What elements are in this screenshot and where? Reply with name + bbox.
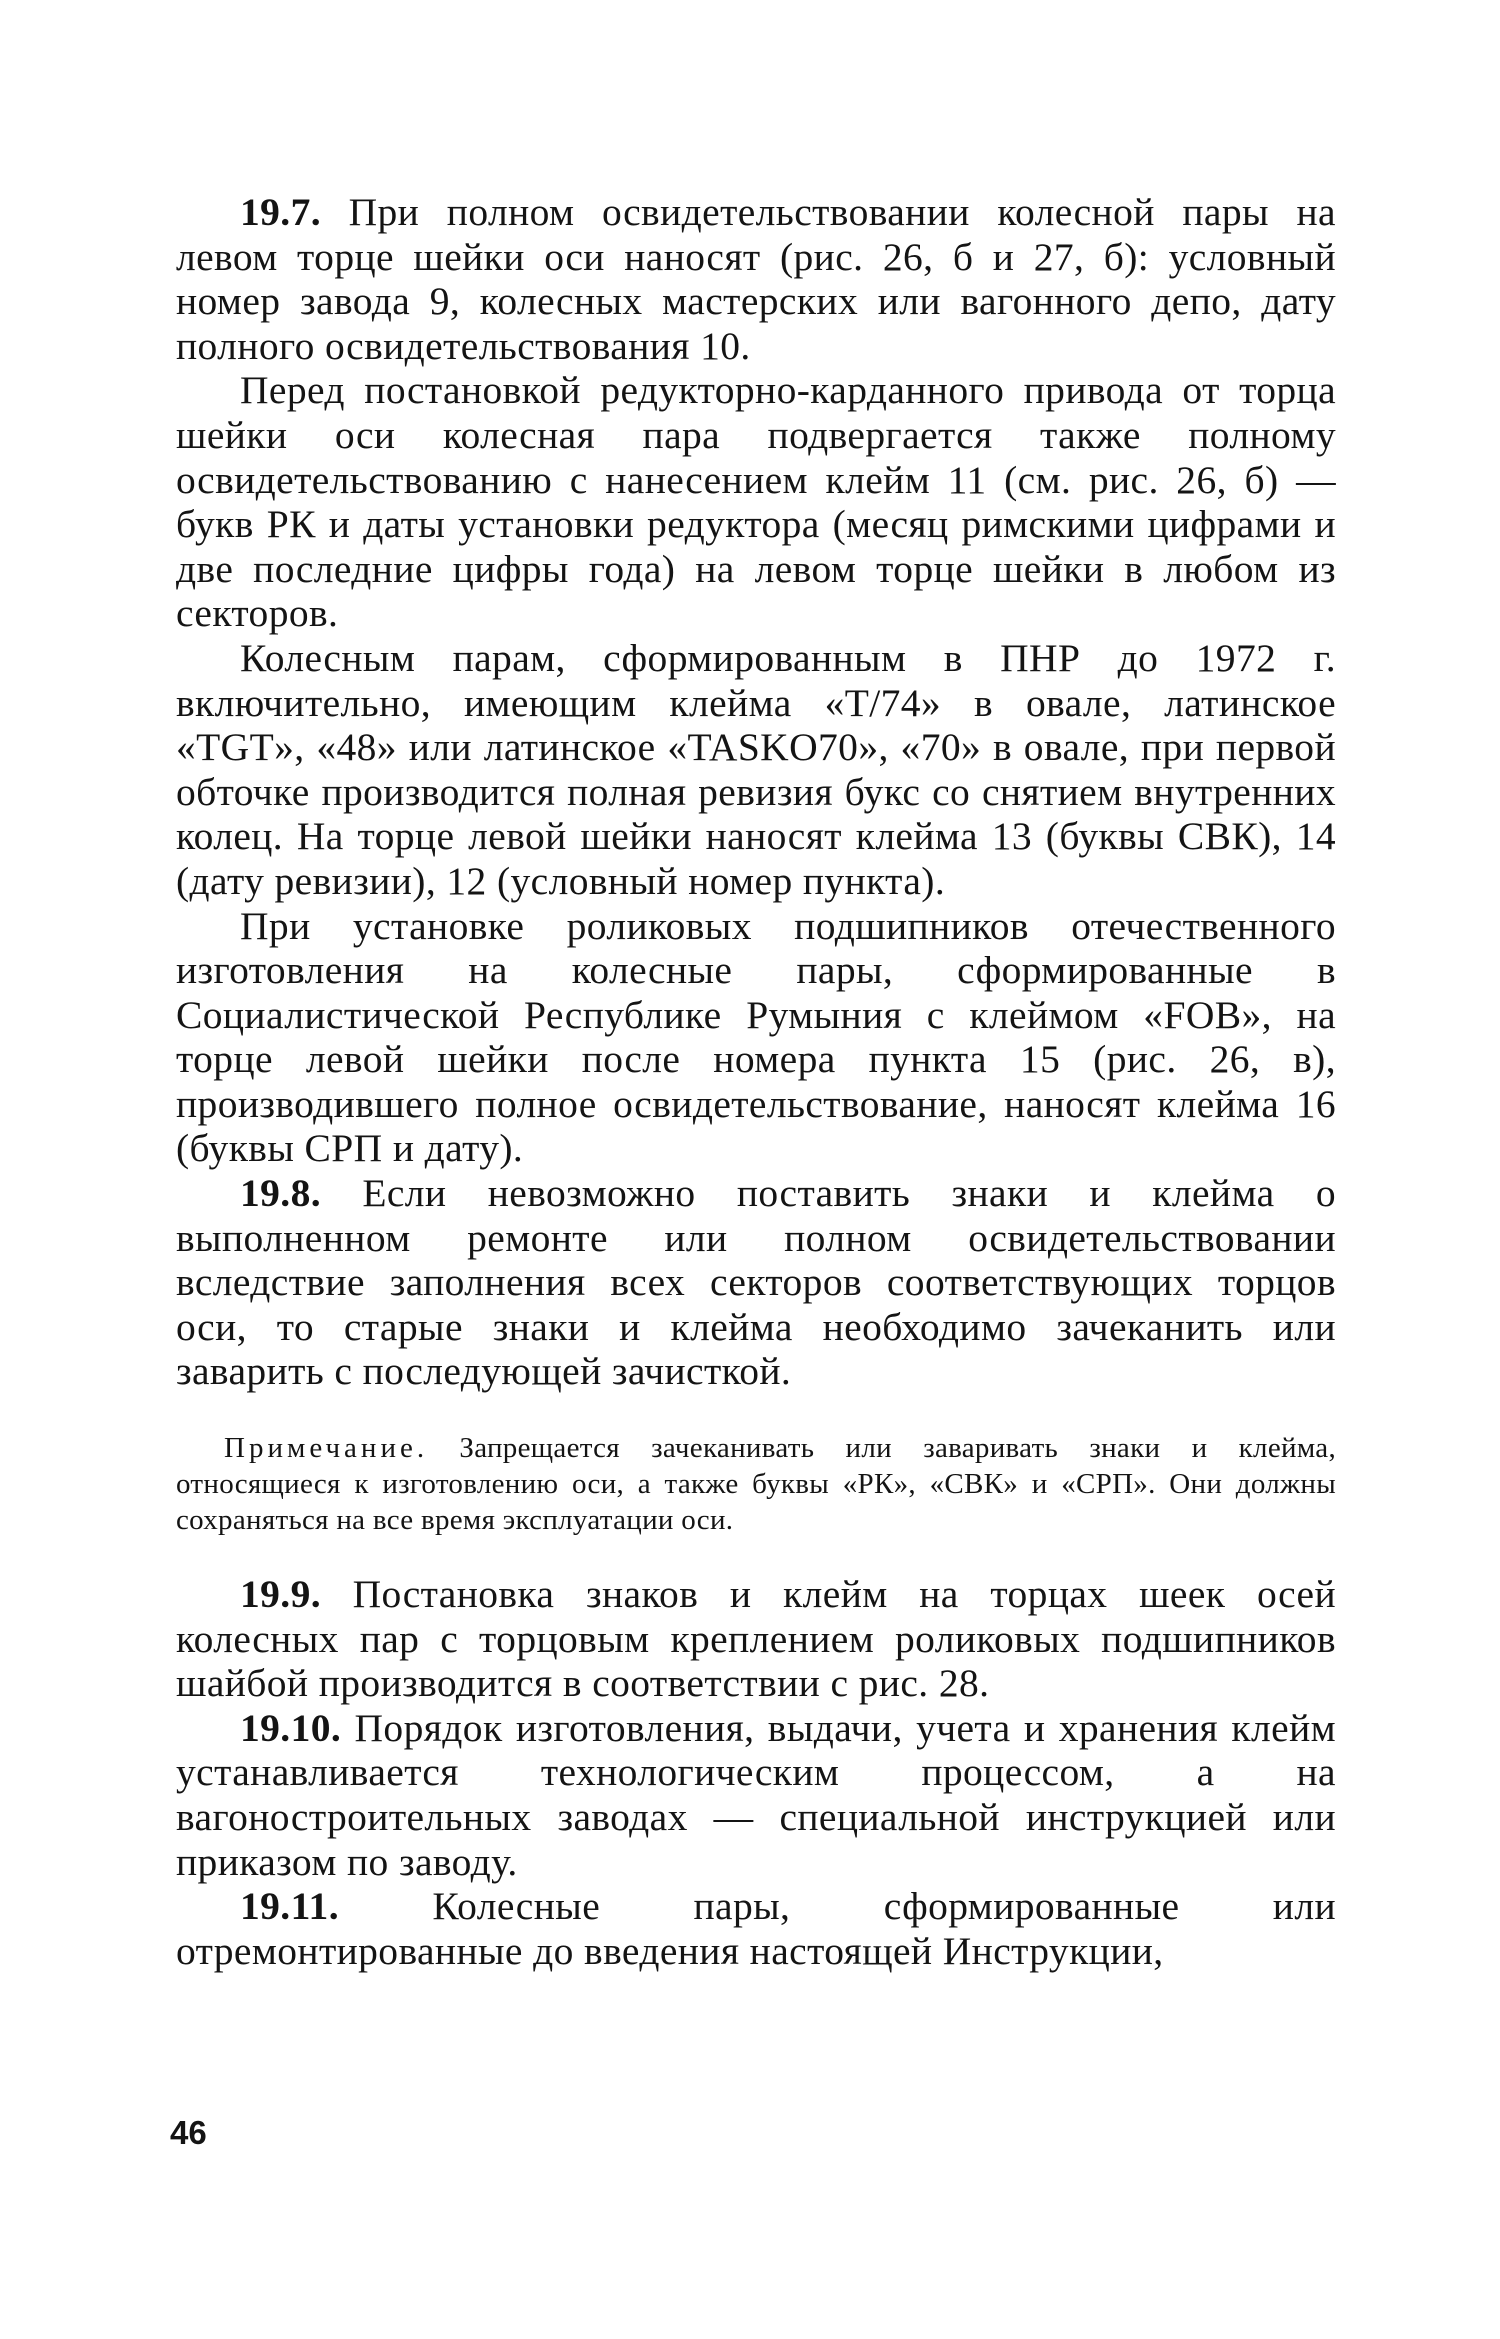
clause-number: 19.10. xyxy=(240,1705,342,1750)
note-label: Примечание. xyxy=(224,1432,429,1465)
page-body xyxy=(176,190,1336,1973)
paragraph-19-11 xyxy=(176,1884,1336,1973)
clause-number: 19.9. xyxy=(240,1572,321,1617)
paragraph-text: Колесные пары, сформированные или отремонтированные до введения настоящей Инструкции, xyxy=(176,1884,1336,1973)
clause-number: 19.8. xyxy=(240,1171,321,1216)
paragraph-text: При установке роликовых подшипников отечественного изготовления на колесные пары, сформированные в Социалистической Республике Румыния с клеймом «FOB», на торце левой шейки после номера пункта 15 (рис. 26, в), производившего полное освидетельствование, наносят клейма 16 (буквы СРП и дату). xyxy=(176,903,1336,1171)
clause-number: 19.11. xyxy=(240,1884,339,1929)
paragraph-reductor-drive xyxy=(176,368,1336,636)
paragraph-19-7 xyxy=(176,190,1336,368)
note-text: Запрещается зачеканивать или заваривать знаки и клейма, относящиеся к изготовлению оси, а также буквы «РК», «СВК» и «СРП». Они должны сохраняться на все время эксплуатации оси. xyxy=(176,1432,1336,1537)
paragraph-19-9 xyxy=(176,1572,1336,1706)
paragraph-text: Если невозможно поставить знаки и клейма о выполненном ремонте или полном освидетельствовании вследствие заполнения всех секторов соответствующих торцов оси, то старые знаки и клейма необходимо зачеканить или заварить с последующей зачисткой. xyxy=(176,1171,1336,1394)
paragraph-text: Колесным парам, сформированным в ПНР до 1972 г. включительно, имеющим клейма «Т/74» в овале, латинское «TGT», «48» или латинское «TASKO70», «70» в овале, при первой обточке производится полная ревизия букс со снятием внутренних колец. На торце левой шейки наносят клейма 13 (буквы СВК), 14 (дату ревизии), 12 (условный номер пункта). xyxy=(176,635,1336,903)
paragraph-pnr-wheelsets xyxy=(176,636,1336,904)
clause-number: 19.7. xyxy=(240,190,321,234)
paragraph-19-10 xyxy=(176,1706,1336,1884)
paragraph-text: Порядок изготовления, выдачи, учета и хранения клейм устанавливается технологическим процессом, а на вагоностроительных заводах — специальной инструкцией или приказом по заводу. xyxy=(176,1705,1336,1884)
paragraph-text: Перед постановкой редукторно-карданного привода от торца шейки оси колесная пара подвергается также полному освидетельствованию с нанесением клейм 11 (см. рис. 26, б) — букв РК и даты установки редуктора (месяц римскими цифрами и две последние цифры года) на левом торце шейки в любом из секторов. xyxy=(176,368,1336,636)
paragraph-19-8 xyxy=(176,1171,1336,1394)
paragraph-text: При полном освидетельствовании колесной пары на левом торце шейки оси наносят (рис. 26, б и 27, б): условный номер завода 9, колесных мастерских или вагонного депо, дату полного освидетельствования 10. xyxy=(176,190,1336,368)
paragraph-romania-wheelsets xyxy=(176,904,1336,1172)
page-number: 46 xyxy=(170,2114,207,2151)
note xyxy=(176,1430,1336,1538)
paragraph-text: Постановка знаков и клейм на торцах шеек осей колесных пар с торцовым креплением роликовых подшипников шайбой производится в соответствии с рис. 28. xyxy=(176,1572,1336,1706)
